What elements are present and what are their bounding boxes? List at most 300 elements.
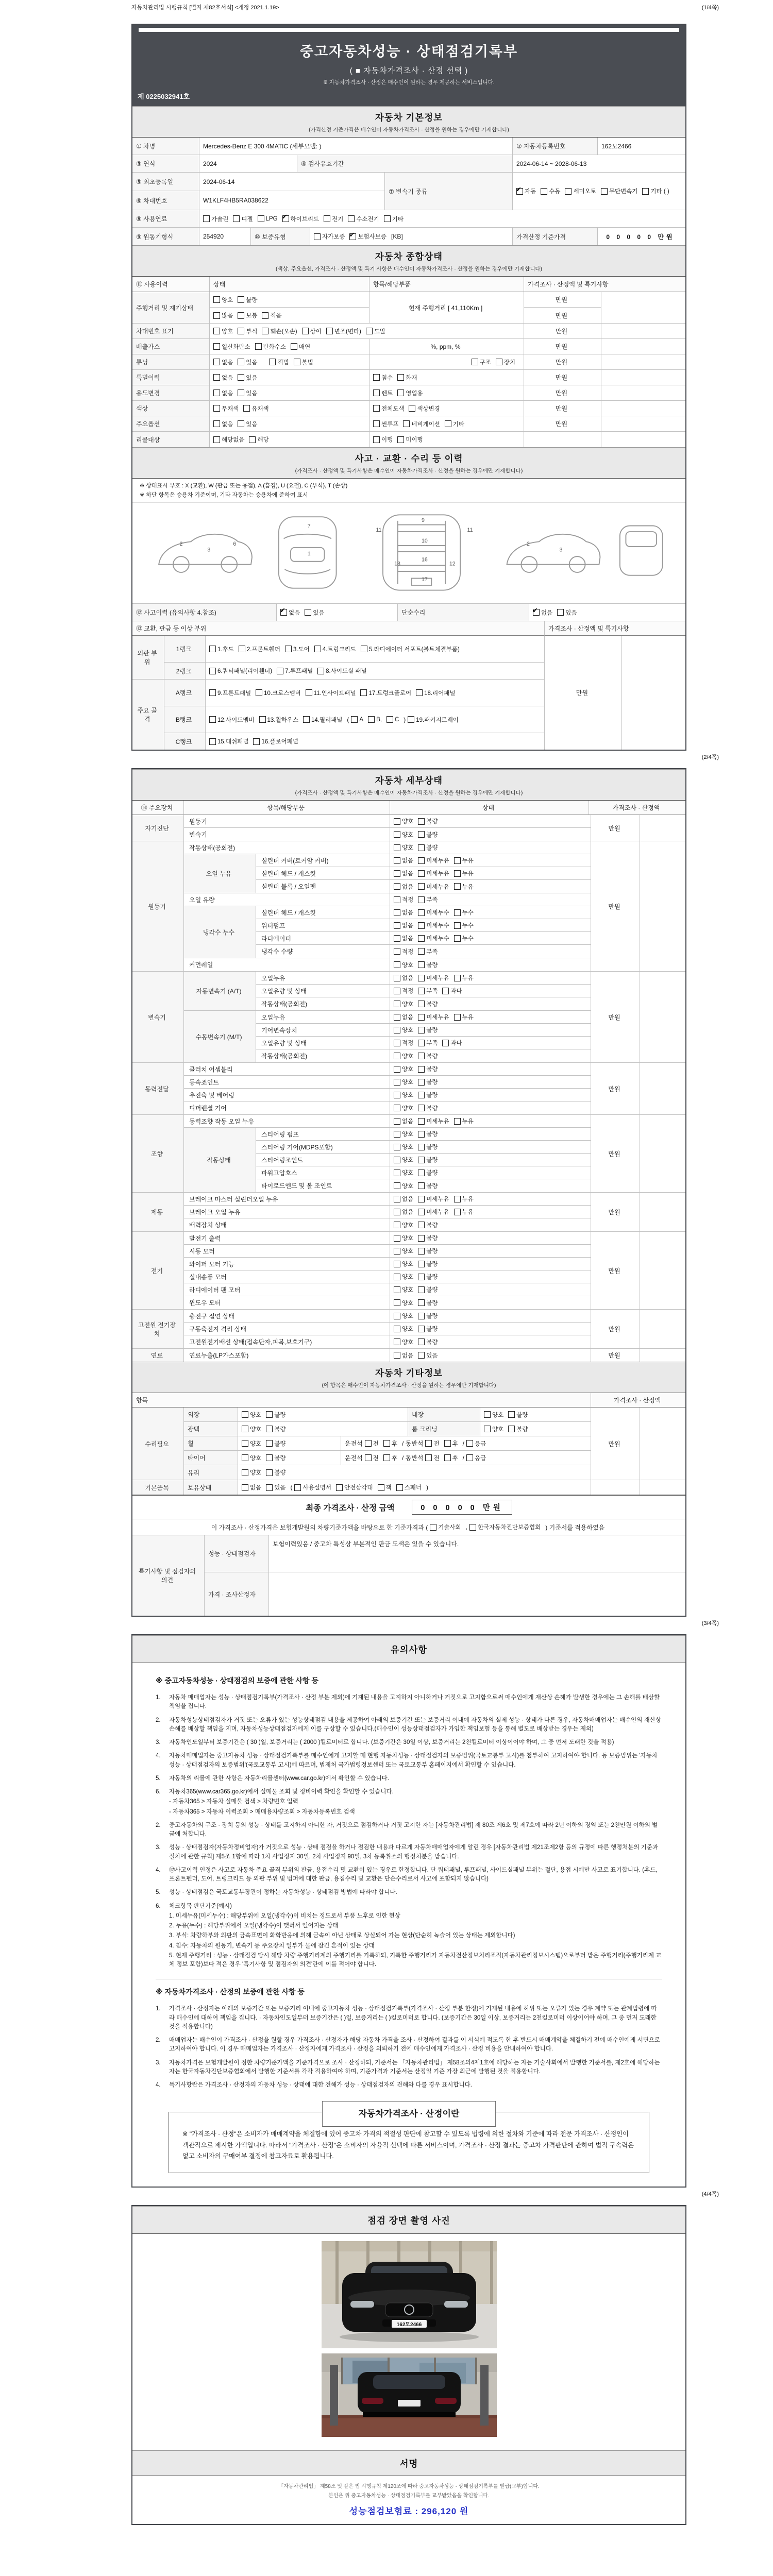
checkbox-icon[interactable] [418,1326,425,1332]
checkbox-option[interactable] [541,187,560,195]
checkbox-icon[interactable] [444,1440,451,1447]
checkbox-icon[interactable] [394,1196,400,1202]
checkbox-option[interactable] [360,689,411,697]
checkbox-option[interactable] [442,1039,462,1047]
checkbox-icon[interactable] [418,1235,425,1242]
checkbox-option[interactable] [394,921,413,929]
checkbox-option[interactable] [418,1338,438,1346]
checkbox-icon[interactable] [472,359,478,365]
checkbox-icon[interactable] [394,1170,400,1176]
checkbox-option[interactable] [266,1483,285,1492]
checkbox-option[interactable] [394,1325,413,1333]
checkbox-option[interactable] [418,1117,449,1125]
checkbox-option[interactable] [282,215,320,223]
checkbox-icon[interactable] [418,1182,425,1189]
checkbox-option[interactable] [418,1104,438,1112]
checkbox-icon[interactable] [277,668,283,674]
checkbox-option[interactable] [213,358,233,366]
checkbox-icon[interactable] [394,1144,400,1150]
checkbox-icon[interactable] [394,1066,400,1073]
checkbox-option[interactable] [306,689,356,697]
checkbox-icon[interactable] [466,1440,473,1447]
checkbox-option[interactable] [484,1411,503,1419]
checkbox-option[interactable] [418,987,438,995]
checkbox-icon[interactable] [418,844,425,851]
checkbox-option[interactable] [213,404,239,413]
checkbox-icon[interactable] [360,689,367,696]
checkbox-option[interactable] [418,1351,438,1360]
checkbox-option[interactable] [397,389,423,397]
checkbox-icon[interactable] [397,374,404,381]
checkbox-icon[interactable] [418,1299,425,1306]
checkbox-option[interactable] [557,608,577,617]
checkbox-icon[interactable] [314,233,321,240]
checkbox-option[interactable] [266,1439,285,1448]
checkbox-option[interactable] [418,895,438,904]
checkbox-icon[interactable] [242,1484,248,1491]
checkbox-icon[interactable] [394,1014,400,1021]
checkbox-checked-icon[interactable] [516,188,523,195]
checkbox-option[interactable] [394,1221,413,1229]
checkbox-option[interactable] [394,934,413,942]
checkbox-icon[interactable] [418,1014,425,1021]
checkbox-icon[interactable] [203,215,210,222]
checkbox-icon[interactable] [418,857,425,864]
checkbox-option[interactable] [418,1285,438,1294]
checkbox-option[interactable] [238,311,257,319]
checkbox-option[interactable] [213,389,233,397]
checkbox-option[interactable] [445,420,464,428]
checkbox-icon[interactable] [394,961,400,968]
checkbox-icon[interactable] [394,1352,400,1359]
checkbox-option[interactable] [326,327,361,335]
checkbox-option[interactable] [418,934,449,942]
checkbox-icon[interactable] [418,922,425,929]
checkbox-icon[interactable] [454,883,461,890]
checkbox-icon[interactable] [285,646,292,652]
checkbox-option[interactable] [285,645,310,653]
checkbox-option[interactable] [454,856,474,865]
checkbox-option[interactable] [394,1130,413,1138]
checkbox-icon[interactable] [243,405,250,412]
checkbox-option[interactable] [255,343,286,351]
checkbox-icon[interactable] [541,188,547,195]
checkbox-icon[interactable] [256,689,262,696]
checkbox-option[interactable] [394,1000,413,1008]
checkbox-icon[interactable] [394,818,400,825]
checkbox-option[interactable] [454,1208,474,1216]
checkbox-icon[interactable] [418,1248,425,1255]
checkbox-option[interactable] [418,1091,438,1099]
checkbox-icon[interactable] [394,1040,400,1046]
checkbox-icon[interactable] [418,1274,425,1280]
checkbox-option[interactable] [394,1208,413,1216]
checkbox-icon[interactable] [454,1014,461,1021]
checkbox-option[interactable] [209,737,248,745]
checkbox-option[interactable] [418,843,438,852]
checkbox-icon[interactable] [238,328,244,334]
checkbox-icon[interactable] [305,609,311,616]
checkbox-option[interactable] [418,869,449,877]
checkbox-icon[interactable] [442,1040,449,1046]
checkbox-option[interactable] [394,1285,413,1294]
checkbox-icon[interactable] [397,389,404,396]
checkbox-icon[interactable] [291,343,297,350]
checkbox-icon[interactable] [418,1209,425,1215]
checkbox-option[interactable] [454,883,474,891]
checkbox-icon[interactable] [394,1286,400,1293]
checkbox-option[interactable] [394,856,413,865]
checkbox-icon[interactable] [233,215,240,222]
checkbox-option[interactable] [472,358,491,366]
checkbox-icon[interactable] [266,1440,273,1447]
checkbox-icon[interactable] [213,420,220,427]
checkbox-option[interactable] [418,831,438,839]
checkbox-icon[interactable] [213,389,220,396]
checkbox-icon[interactable] [373,374,380,381]
checkbox-icon[interactable] [508,1411,515,1418]
checkbox-icon[interactable] [213,436,220,443]
checkbox-icon[interactable] [418,1079,425,1086]
checkbox-icon[interactable] [213,343,220,350]
checkbox-icon[interactable] [394,857,400,864]
checkbox-icon[interactable] [394,1338,400,1345]
checkbox-option[interactable] [383,1439,397,1448]
checkbox-option[interactable] [394,974,413,982]
checkbox-option[interactable] [418,1039,438,1047]
checkbox-option[interactable] [213,311,233,319]
checkbox-option[interactable] [425,1454,439,1462]
checkbox-option[interactable] [302,327,322,335]
checkbox-option[interactable] [397,435,423,444]
checkbox-icon[interactable] [565,188,572,195]
checkbox-option[interactable] [249,435,268,444]
checkbox-option[interactable] [238,358,257,366]
checkbox-option[interactable] [277,667,313,675]
checkbox-option[interactable] [394,1013,413,1021]
checkbox-icon[interactable] [508,1426,515,1432]
checkbox-icon[interactable] [394,922,400,929]
checkbox-icon[interactable] [454,935,461,942]
checkbox-icon[interactable] [209,668,216,674]
checkbox-icon[interactable] [394,975,400,981]
checkbox-icon[interactable] [259,716,266,723]
checkbox-icon[interactable] [397,436,404,443]
checkbox-icon[interactable] [213,328,220,334]
checkbox-icon[interactable] [394,1313,400,1319]
checkbox-option[interactable] [516,187,536,195]
checkbox-icon[interactable] [266,1426,273,1432]
checkbox-option[interactable] [418,1052,438,1060]
checkbox-option[interactable] [203,215,228,223]
checkbox-option[interactable] [209,716,255,724]
checkbox-icon[interactable] [394,1235,400,1242]
checkbox-option[interactable] [418,1013,449,1021]
checkbox-icon[interactable] [394,1248,400,1255]
checkbox-checked-icon[interactable] [282,215,289,222]
checkbox-option[interactable] [394,1234,413,1242]
checkbox-option[interactable] [242,1454,261,1462]
checkbox-icon[interactable] [394,896,400,903]
checkbox-option[interactable] [266,1468,285,1477]
checkbox-icon[interactable] [306,689,312,696]
checkbox-option[interactable] [242,1425,261,1433]
checkbox-option[interactable] [418,947,438,956]
checkbox-option[interactable] [266,1454,285,1462]
checkbox-icon[interactable] [238,296,244,303]
checkbox-option[interactable] [394,1078,413,1086]
checkbox-option[interactable] [266,1411,285,1419]
checkbox-icon[interactable] [454,1196,461,1202]
checkbox-icon[interactable] [384,215,391,222]
checkbox-icon[interactable] [394,1092,400,1098]
checkbox-option[interactable] [442,987,462,995]
checkbox-option[interactable] [394,843,413,852]
checkbox-icon[interactable] [394,1053,400,1059]
checkbox-option[interactable] [418,1221,438,1229]
checkbox-icon[interactable] [238,359,244,365]
checkbox-option[interactable] [269,358,289,366]
checkbox-icon[interactable] [454,870,461,877]
checkbox-option[interactable] [394,1260,413,1268]
checkbox-option[interactable] [386,716,399,723]
checkbox-option[interactable] [361,645,460,653]
checkbox-icon[interactable] [445,420,451,427]
checkbox-icon[interactable] [601,188,608,195]
checkbox-option[interactable] [418,1065,438,1073]
checkbox-option[interactable] [425,1439,439,1448]
checkbox-icon[interactable] [302,328,309,334]
checkbox-option[interactable] [394,1104,413,1112]
checkbox-icon[interactable] [418,1131,425,1138]
checkbox-icon[interactable] [418,961,425,968]
checkbox-icon[interactable] [484,1426,491,1432]
checkbox-icon[interactable] [454,922,461,929]
checkbox-option[interactable] [373,389,393,397]
checkbox-option[interactable] [418,1299,438,1307]
checkbox-icon[interactable] [430,1524,436,1531]
checkbox-checked-icon[interactable] [533,609,540,616]
checkbox-icon[interactable] [454,975,461,981]
checkbox-icon[interactable] [418,1105,425,1111]
checkbox-option[interactable] [418,1168,438,1177]
checkbox-option[interactable] [394,1299,413,1307]
checkbox-option[interactable] [366,327,385,335]
checkbox-icon[interactable] [394,1182,400,1189]
checkbox-option[interactable] [256,689,301,697]
checkbox-option[interactable] [418,974,449,982]
checkbox-option[interactable] [314,645,356,653]
checkbox-icon[interactable] [242,1426,248,1432]
checkbox-option[interactable] [418,908,449,917]
checkbox-icon[interactable] [238,374,244,381]
checkbox-option[interactable] [213,327,233,335]
checkbox-icon[interactable] [351,716,358,723]
checkbox-icon[interactable] [373,420,380,427]
checkbox-icon[interactable] [373,436,380,443]
checkbox-icon[interactable] [418,1157,425,1163]
checkbox-option[interactable] [394,961,413,969]
checkbox-option[interactable] [394,1182,413,1190]
checkbox-option[interactable] [394,1195,413,1203]
checkbox-option[interactable] [317,667,366,675]
checkbox-option[interactable] [365,1454,379,1462]
checkbox-icon[interactable] [442,988,449,994]
checkbox-icon[interactable] [418,1001,425,1007]
checkbox-option[interactable] [314,232,345,241]
checkbox-icon[interactable] [368,716,375,723]
checkbox-option[interactable] [454,1195,474,1203]
checkbox-icon[interactable] [418,1118,425,1125]
checkbox-icon[interactable] [454,1118,461,1125]
checkbox-icon[interactable] [394,1118,400,1125]
checkbox-icon[interactable] [209,716,216,723]
checkbox-icon[interactable] [242,1440,248,1447]
checkbox-option[interactable] [394,1117,413,1125]
checkbox-icon[interactable] [317,668,324,674]
checkbox-icon[interactable] [454,857,461,864]
checkbox-icon[interactable] [365,1454,372,1461]
checkbox-option[interactable] [303,716,342,724]
checkbox-icon[interactable] [266,1454,273,1461]
checkbox-option[interactable] [373,374,393,382]
checkbox-option[interactable] [430,1523,461,1531]
checkbox-icon[interactable] [418,1261,425,1267]
checkbox-option[interactable] [444,1439,458,1448]
checkbox-option[interactable] [213,296,233,304]
checkbox-option[interactable] [454,1013,474,1021]
checkbox-icon[interactable] [418,1066,425,1073]
checkbox-icon[interactable] [386,716,393,723]
checkbox-icon[interactable] [365,1440,372,1447]
checkbox-icon[interactable] [394,1261,400,1267]
checkbox-icon[interactable] [444,1454,451,1461]
checkbox-option[interactable] [418,1182,438,1190]
checkbox-icon[interactable] [418,818,425,825]
checkbox-option[interactable] [394,908,413,917]
checkbox-option[interactable] [394,1091,413,1099]
checkbox-icon[interactable] [418,1352,425,1359]
checkbox-icon[interactable] [394,831,400,838]
checkbox-option[interactable] [601,187,638,195]
checkbox-option[interactable] [233,215,253,223]
checkbox-icon[interactable] [239,646,245,652]
checkbox-option[interactable] [418,1273,438,1281]
checkbox-icon[interactable] [454,1209,461,1215]
checkbox-option[interactable] [394,1156,413,1164]
checkbox-option[interactable] [349,232,386,241]
checkbox-icon[interactable] [418,1313,425,1319]
checkbox-icon[interactable] [394,1105,400,1111]
checkbox-option[interactable] [418,1130,438,1138]
checkbox-option[interactable] [418,1195,449,1203]
checkbox-icon[interactable] [418,870,425,877]
checkbox-icon[interactable] [209,646,216,652]
checkbox-option[interactable] [508,1425,528,1433]
checkbox-option[interactable] [394,1039,413,1047]
checkbox-option[interactable] [454,1117,474,1125]
checkbox-icon[interactable] [213,405,220,412]
checkbox-icon[interactable] [266,1484,273,1491]
checkbox-icon[interactable] [394,1326,400,1332]
checkbox-icon[interactable] [557,609,564,616]
checkbox-icon[interactable] [409,405,415,412]
checkbox-option[interactable] [394,987,413,995]
checkbox-icon[interactable] [394,935,400,942]
checkbox-option[interactable] [243,404,268,413]
checkbox-icon[interactable] [394,1079,400,1086]
checkbox-option[interactable] [454,869,474,877]
checkbox-icon[interactable] [249,436,256,443]
checkbox-icon[interactable] [425,1440,432,1447]
checkbox-icon[interactable] [262,328,268,334]
checkbox-option[interactable] [266,1425,285,1433]
checkbox-option[interactable] [394,947,413,956]
checkbox-option[interactable] [242,1439,261,1448]
checkbox-option[interactable] [373,435,393,444]
checkbox-icon[interactable] [394,1131,400,1138]
checkbox-option[interactable] [394,883,413,891]
checkbox-icon[interactable] [394,870,400,877]
checkbox-icon[interactable] [394,1299,400,1306]
checkbox-option[interactable] [259,716,298,724]
checkbox-option[interactable] [384,215,404,223]
checkbox-option[interactable] [508,1411,528,1419]
checkbox-icon[interactable] [266,1469,273,1476]
checkbox-option[interactable] [469,1523,541,1531]
checkbox-option[interactable] [454,974,474,982]
checkbox-icon[interactable] [213,374,220,381]
checkbox-option[interactable] [209,667,272,675]
checkbox-icon[interactable] [394,909,400,916]
checkbox-option[interactable] [253,737,298,745]
checkbox-icon[interactable] [408,716,414,723]
checkbox-option[interactable] [418,1156,438,1164]
checkbox-option[interactable] [378,1483,392,1492]
checkbox-option[interactable] [418,1143,438,1151]
checkbox-icon[interactable] [373,389,380,396]
checkbox-icon[interactable] [496,359,502,365]
checkbox-icon[interactable] [383,1454,390,1461]
checkbox-icon[interactable] [294,1484,301,1491]
checkbox-option[interactable] [484,1425,503,1433]
checkbox-option[interactable] [394,1026,413,1034]
checkbox-option[interactable] [397,374,417,382]
checkbox-option[interactable] [324,215,343,223]
checkbox-icon[interactable] [418,1092,425,1098]
checkbox-option[interactable] [418,856,449,865]
checkbox-option[interactable] [238,327,257,335]
checkbox-option[interactable] [394,1312,413,1320]
checkbox-option[interactable] [394,895,413,904]
checkbox-icon[interactable] [294,359,300,365]
checkbox-option[interactable] [409,404,440,413]
checkbox-option[interactable] [418,1000,438,1008]
checkbox-icon[interactable] [396,1484,403,1491]
checkbox-icon[interactable] [418,1040,425,1046]
checkbox-icon[interactable] [394,988,400,994]
checkbox-option[interactable] [213,435,244,444]
checkbox-checked-icon[interactable] [349,233,356,240]
checkbox-option[interactable] [238,296,257,304]
checkbox-option[interactable] [262,327,297,335]
checkbox-icon[interactable] [466,1454,473,1461]
checkbox-icon[interactable] [394,1274,400,1280]
checkbox-icon[interactable] [303,716,310,723]
checkbox-icon[interactable] [238,312,244,319]
checkbox-icon[interactable] [242,1469,248,1476]
checkbox-icon[interactable] [242,1454,248,1461]
